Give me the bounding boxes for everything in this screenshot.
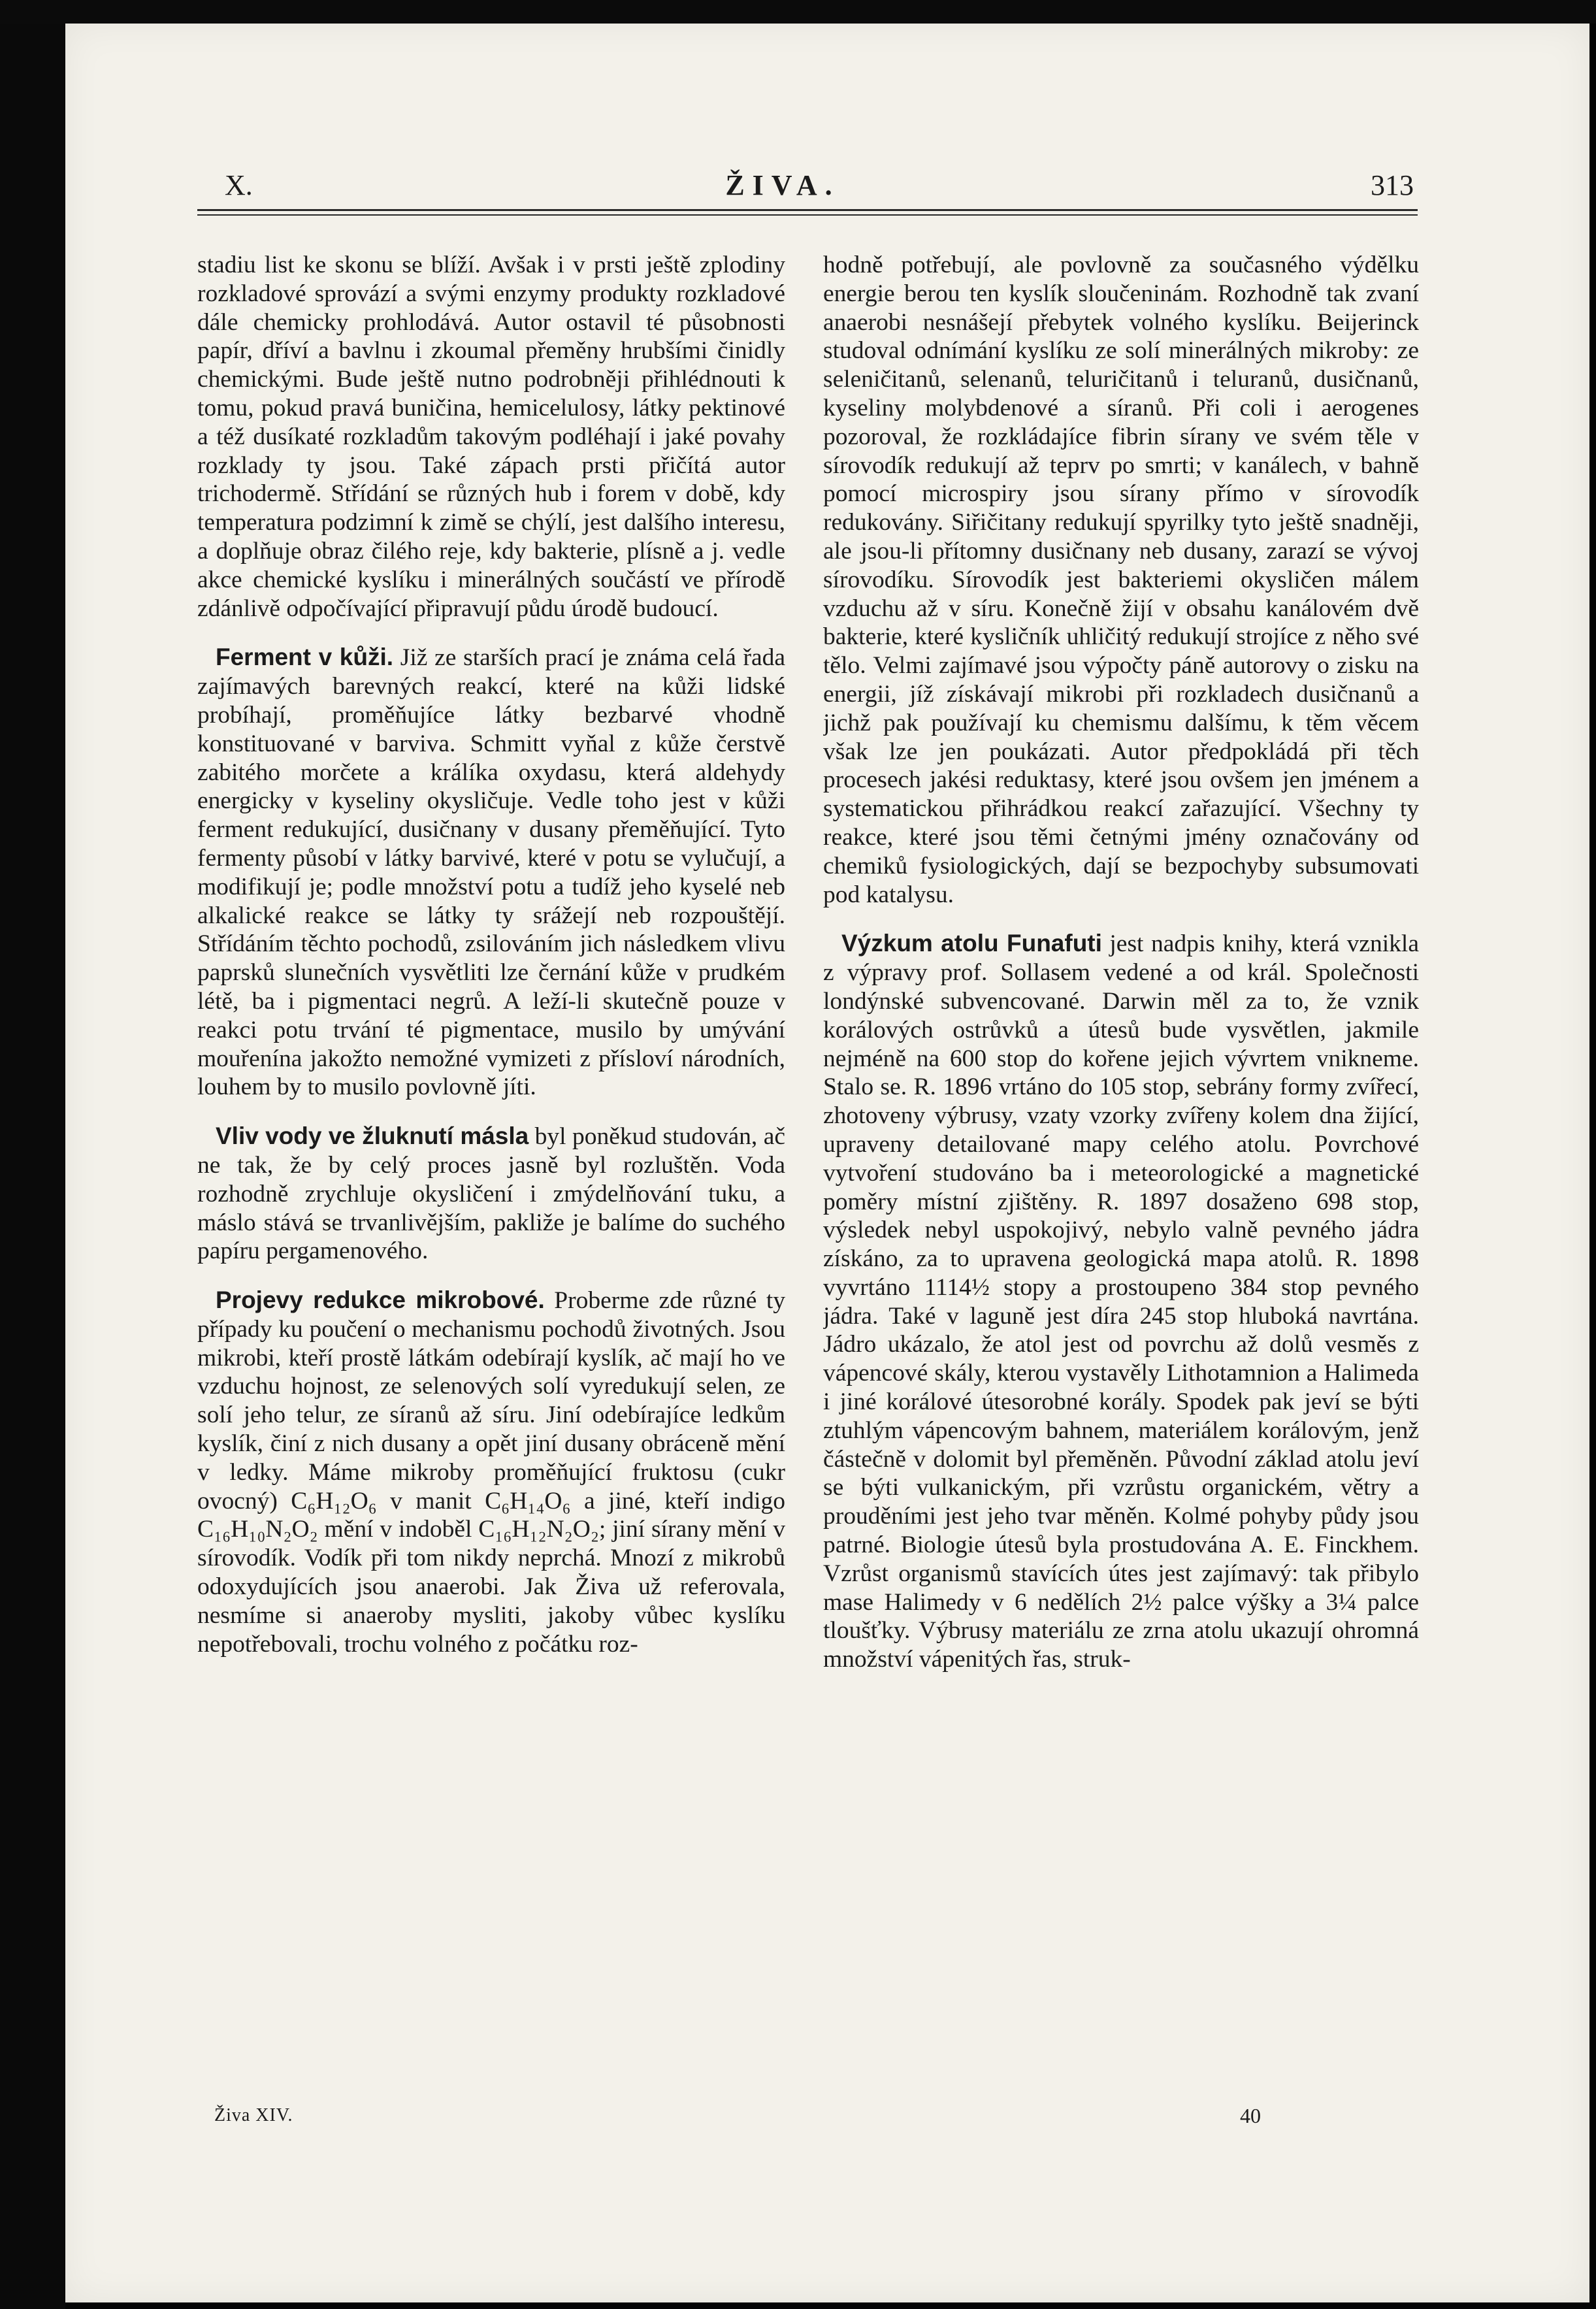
section-body: Již ze starších prací je známa celá řada zajímavých barevných reakcí, které na kůži lidské probíhají, proměňujíce látky bezbarvé vhodně konstituované v barviva. Schmitt vyňal z kůže čerstvě zabitého morčete a králíka oxydasu, která aldehydy energicky v kyseliny okysličuje. Vedle toho jest v kůži ferment redukující, dusičnany v dusany přeměňující. Tyto fermenty působí v látky barvivé, které v potu se vylučují, a modifikují je; podle množství potu a tudíž jeho kyselé neb alkalické reakce se látky ty srážejí neb rozpouštějí. Střídáním těchto pochodů, zsilováním jich následkem vlivu paprsků slunečních vysvětliti lze černání kůže v prudkém létě, ba i pigmentaci negrů. A leží-li skutečně pouze v reakci potu trvání té pigmentace, musilo by umývání mouřenína jakožto nemožné vymizeti z přísloví národních, louhem by to musilo povlovně jíti.: [197, 644, 785, 1101]
volume-number: X.: [225, 169, 253, 201]
header-rule-thick: [197, 209, 1418, 211]
right-column: [823, 251, 1419, 2087]
left-column: [197, 251, 785, 2087]
section-body: byl poněkud studován, ač ne tak, že by celý proces jasně byl rozluštěn. Voda rozhodně zrychluje okysličení i zmýdelňování tuku, a máslo stává se trvanlivějším, pakliže je balíme do suchého papíru pergamenového.: [197, 1123, 785, 1265]
paragraph-soil-decomposition: stadiu list ke skonu se blíží. Avšak i v prsti ještě zplodiny rozkladové sprovází a svými enzymy produkty rozkladové dále chemicky prohlodává. Autor ostavil té působnosti papír, dříví a bavlnu i zkoumal přeměny hrubšími činidly chemickými. Bude ještě nutno podrobněji přihlédnouti k tomu, pokud pravá buničina, hemicelulosy, látky pektinové a též dusíkaté rozkladům takovým podléhají i jaké povahy rozklady ty jsou. Také zápach prsti přičítá autor trichodermě. Střídání se různých hub i forem v době, kdy temperatura podzimní k zimě se chýlí, jest dalšího interesu, a doplňuje obraz čilého reje, kdy bakterie, plísně a j. vedle akce chemické kyslíku i minerálných součástí ve přírodě zdánlivě odpočívající připravují půdu úrodě budoucí.: [197, 252, 785, 622]
section-butter-rancidity: [197, 1122, 785, 1266]
section-heading: Vliv vody ve žluknutí másla: [216, 1122, 529, 1150]
section-funafuti-atoll: [823, 929, 1419, 1674]
scan-border-left: [0, 0, 65, 2309]
section-body: Proberme zde různé ty případy ku poučení o mechanismu pochodů životných. Jsou mikrobi, kteří prostě látkám odebírají kyslík, ač mají ho ve vzduchu hojnost, ze selenových solí vyredukují selen, ze solí jeho telur, ze síranů až síru. Jiní odebírajíce ledkům kyslík, činí z nich dusany a opět jiní dusany obráceně mění v ledky. Máme mikroby proměňující fruktosu (cukr ovocný) C₆H₁₂O₆ v manit C₆H₁₄O₆ a jiné, kteří indigo C₁₆H₁₀N₂O₂ mění v indoběl C₁₆H₁₂N₂O₂; jiní sírany mění v sírovodík. Vodík při tom nikdy neprchá. Mnozí z mikrobů odoxydujících jsou anaerobi. Jak Živa už referovala, nesmíme si anaeroby mysliti, jakoby vůbec kyslíku nepotřebovali, trochu volného z počátku roz-: [197, 1287, 785, 1658]
section-body: jest nadpis knihy, která vznikla z výpravy prof. Sollasem vedené a od král. Společnosti londýnské subvencované. Darwin měl za to, že vznik korálových ostrůvků a útesů bude vysvětlen, jakmile nejméně na 600 stop do kořene jejich vývrtem vnikneme. Stalo se. R. 1896 vrtáno do 105 stop, sebrány formy zvířecí, zhotoveny výbrusy, vzaty vzorky zvířeny kolem dna žijící, upraveny detailované mapy celého atolu. Povrchové vytvoření studováno ba i meteorologické a magnetické poměry místní zjištěny. R. 1897 dosaženo 698 stop, výsledek nebyl uspokojivý, nebylo valně pevného jádra získáno, za to upravena geologická mapa atolů. R. 1898 vyvrtáno 1114½ stopy a prostoupeno 384 stop pevného jádra. Také v laguně jest díra 245 stop hluboká navrtána. Jádro ukázalo, že atol jest od povrchu až dolů vesměs z vápencové skály, kterou vystavěly Lithotamnion a Halimeda i jiné korálové útesorobné korály. Spodek pak jeví se býti ztuhlým vápencovým bahnem, materiálem korálovým, jenž částečně v dolomit byl přeměněn. Původní základ atolu jeví se býti vulkanickým, při vzrůstu organickém, větry a prouděními jest jeho tvar měněn. Kolmé pohyby půdy jsou patrné. Biologie útesů byla prostudována A. E. Finckhem. Vzrůst organismů stavících útes jest zajímavý: tak přibylo mase Halimedy v 6 nedělích 2½ palce výšky a 3¼ palce tloušťky. Výbrusy materiálu ze zrna atolu ukazují ohromná množství vápenitých řas, struk-: [823, 930, 1419, 1673]
section-heading: Výzkum atolu Funafuti: [841, 930, 1102, 957]
page-number: 313: [1371, 169, 1414, 201]
section-microbial-reduction: [197, 1286, 785, 1658]
running-header: [152, 149, 1414, 201]
section-heading: Ferment v kůži.: [216, 644, 394, 671]
header-rule-thin: [197, 214, 1418, 216]
section-skin-ferment: [197, 643, 785, 1102]
paragraph-anaerobes-continued: hodně potřebují, ale povlovně za současného výdělku energie berou ten kyslík sloučeninám. Rozhodně tak zvaní anaerobi nesnášejí přebytek volného kyslíku. Beijerinck studoval odnímání kyslíku ze solí minerálných mikroby: ze seleničitanů, selenanů, teluričitanů i teluranů, dusičnanů, kyseliny molybdenové a síranů. Při coli i aerogenes pozoroval, že rozkládajíce fibrin sírany ve svém těle v sírovodík redukují až teprv po smrti; v kanálech, v bahně pomocí microspiry jsou sírany přímo v sírovodík redukovány. Siřičitany redukují spyrilky tyto ještě snadněji, ale jsou-li přítomny dusičnany neb dusany, zarazí se vývoj sírovodíku. Sírovodík jest bakteriemi okysličen málem vzduchu až v síru. Konečně žijí v obsahu kanálovém dvě bakterie, které kysličník uhličitý redukují strojíce z něho své tělo. Velmi zajímavé jsou výpočty páně autorovy o zisku na energii, jíž získávají mikrobi při rozkladech dusičnanů a jichž pak používají ku chemismu dalšímu, k těm věcem však lze jen poukázati. Autor předpokládá při těch procesech jakési reduktasy, které jsou ovšem jen jménem a systematickou přihrádkou reakcí zařazující. Všechny ty reakce, které jsou těmi četnými jmény označovány od chemiků fysiologických, dají se bezpochyby subsumovati pod katalysu.: [823, 252, 1419, 908]
journal-title: ŽIVA.: [725, 169, 840, 201]
scan-border-top: [0, 0, 1596, 24]
section-heading: Projevy redukce mikrobové.: [216, 1286, 545, 1314]
signature-mark: Živa XIV.: [214, 2105, 293, 2125]
sheet-number: 40: [1240, 2104, 1261, 2127]
